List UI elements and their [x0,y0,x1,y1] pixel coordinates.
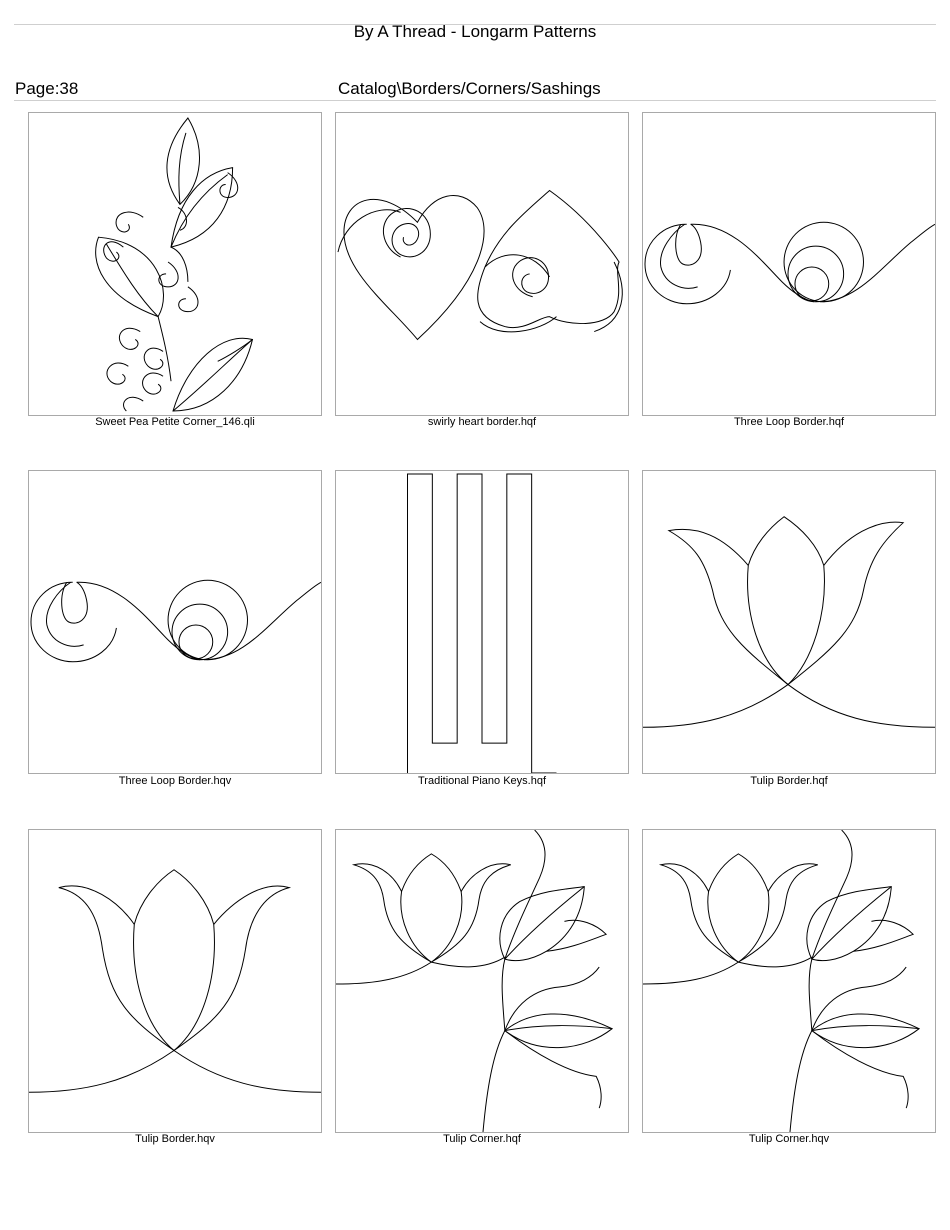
pattern-tile-three-loop[interactable] [642,112,936,416]
pattern-tile-piano-keys[interactable] [335,470,629,774]
pattern-caption: Tulip Border.hqf [750,775,828,787]
tulip-icon [29,830,321,1132]
pattern-tile-tulip-corner[interactable] [335,829,629,1133]
pattern-tile-three-loop[interactable] [28,470,322,774]
document-title: By A Thread - Longarm Patterns [353,22,597,41]
tulip-corner-icon [336,830,628,1132]
three-loop-icon [29,471,321,773]
pattern-tile-sweet-pea-corner[interactable] [28,112,322,416]
page-number: Page:38 [15,79,79,98]
pattern-tile-tulip[interactable] [642,470,936,774]
pattern-caption: Tulip Border.hqv [135,1133,215,1145]
pattern-caption: swirly heart border.hqf [427,416,537,428]
catalog-path: Catalog\Borders/Corners/Sashings [338,79,601,98]
tulip-icon [643,471,935,773]
swirly-heart-icon [336,113,628,415]
piano-keys-icon [336,471,628,773]
pattern-caption: Tulip Corner.hqf [443,1133,521,1145]
pattern-caption: Three Loop Border.hqv [118,775,232,787]
three-loop-icon [643,113,935,415]
sweet-pea-corner-icon [29,113,321,415]
pattern-tile-tulip[interactable] [28,829,322,1133]
pattern-tile-tulip-corner[interactable] [642,829,936,1133]
pattern-caption: Traditional Piano Keys.hqf [418,775,546,787]
pattern-tile-swirly-heart[interactable] [335,112,629,416]
header-bottom-rule [14,100,936,101]
pattern-caption: Tulip Corner.hqv [748,1133,830,1145]
pattern-caption: Three Loop Border.hqf [733,416,845,428]
pattern-caption: Sweet Pea Petite Corner_146.qli [95,416,255,428]
tulip-corner-icon [643,830,935,1132]
